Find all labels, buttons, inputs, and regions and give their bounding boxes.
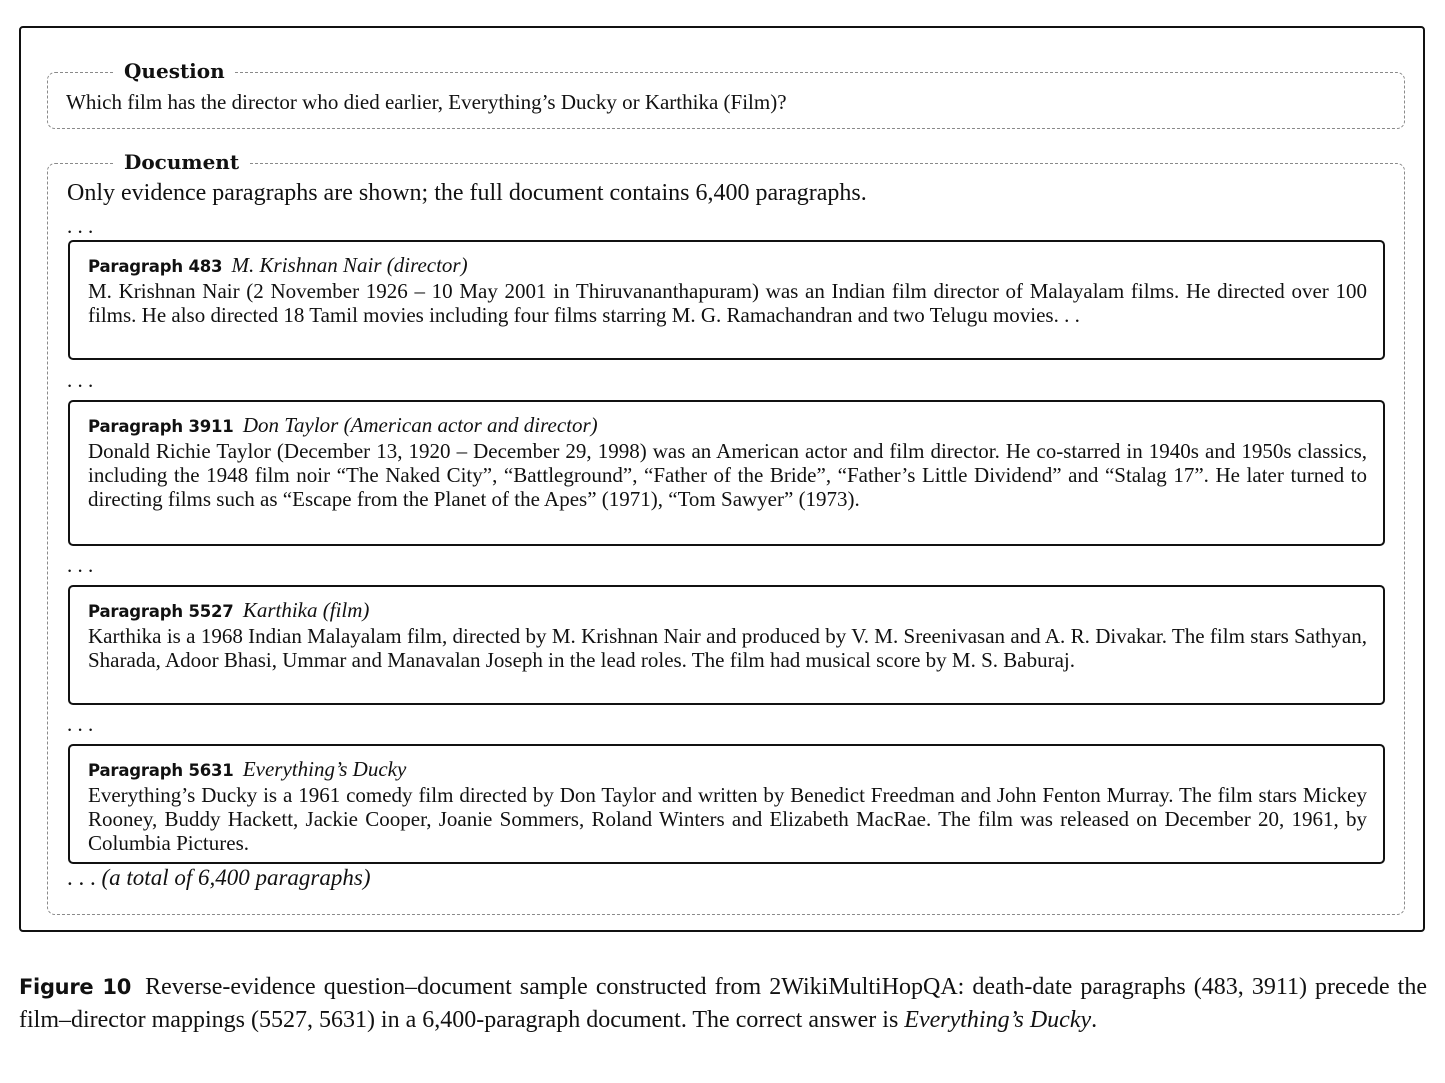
- paragraph-card: [68, 240, 1385, 360]
- paragraph-label: Paragraph 5631: [88, 761, 234, 780]
- document-intro: Only evidence paragraphs are shown; the full document contains 6,400 paragraphs.: [67, 180, 867, 206]
- caption-answer: Everything’s Ducky: [904, 1007, 1092, 1033]
- paragraph-text: Everything’s Ducky is a 1961 comedy film directed by Don Taylor and written by Benedict Freedman and John Fenton Murray. The film stars Mickey Rooney, Buddy Hackett, Jackie Cooper, Joanie Sommers, Roland Winters and Elizabeth MacRae. The film was released on December 20, 1961, by Columbia Pictures.: [88, 783, 1367, 855]
- paragraph-text: Donald Richie Taylor (December 13, 1920 – December 29, 1998) was an American actor and film director. He co-starred in 1940s and 1950s classics, including the 1948 film noir “The Naked City”, “Battleground”, “Father of the Bride”, “Father’s Little Dividend” and “Stalag 17”. He later turned to directing films such as “Escape from the Planet of the Apes” (1971), “Tom Sawyer” (1973).: [88, 439, 1367, 511]
- ellipsis: . . .: [67, 553, 94, 577]
- tail-text: (a total of 6,400 paragraphs): [101, 865, 371, 890]
- paragraph-card: [68, 400, 1385, 546]
- paragraph-label: Paragraph 5527: [88, 602, 234, 621]
- paragraph-title: Don Taylor (American actor and director): [242, 413, 598, 437]
- paragraph-total-note: [67, 864, 370, 892]
- question-text: Which film has the director who died earlier, Everything’s Ducky or Karthika (Film)?: [66, 90, 787, 114]
- figure-caption: [19, 971, 1427, 1037]
- document-heading: Document: [114, 149, 249, 175]
- ellipsis: . . .: [67, 712, 94, 736]
- caption-end: .: [1091, 1007, 1098, 1033]
- ellipsis: . . .: [67, 368, 94, 392]
- paragraph-label: Paragraph 3911: [88, 417, 234, 436]
- question-heading: Question: [114, 58, 235, 84]
- document-box: [47, 150, 1405, 915]
- paragraph-label: Paragraph 483: [88, 257, 223, 276]
- caption-label: Figure 10: [19, 975, 132, 999]
- paragraph-card: [68, 744, 1385, 864]
- question-box: [47, 59, 1405, 129]
- paragraph-text: Karthika is a 1968 Indian Malayalam film, directed by M. Krishnan Nair and produced by V. M. Sreenivasan and A. R. Divakar. The film stars Sathyan, Sharada, Adoor Bhasi, Ummar and Manavalan Joseph in the lead roles. The film had musical score by M. S. Baburaj.: [88, 624, 1367, 672]
- paragraph-text: M. Krishnan Nair (2 November 1926 – 10 May 2001 in Thiruvananthapuram) was an Indian film director of Malayalam films. He directed over 100 films. He also directed 18 Tamil movies including four films starring M. G. Ramachandran and two Telugu movies. . .: [88, 279, 1367, 327]
- paragraph-card: [68, 585, 1385, 705]
- caption-text: Reverse-evidence question–document sample constructed from 2WikiMultiHopQA: death-date paragraphs (483, 3911) precede the film–director mappings (5527, 5631) in a 6,400-paragraph document. The correct answer is: [19, 974, 1428, 1033]
- ellipsis: . . .: [67, 214, 94, 238]
- paragraph-title: Karthika (film): [242, 598, 370, 622]
- tail-ellipsis: . . .: [67, 865, 96, 890]
- paragraph-title: M. Krishnan Nair (director): [231, 253, 468, 277]
- figure-frame: [19, 26, 1425, 932]
- paragraph-title: Everything’s Ducky: [242, 757, 407, 781]
